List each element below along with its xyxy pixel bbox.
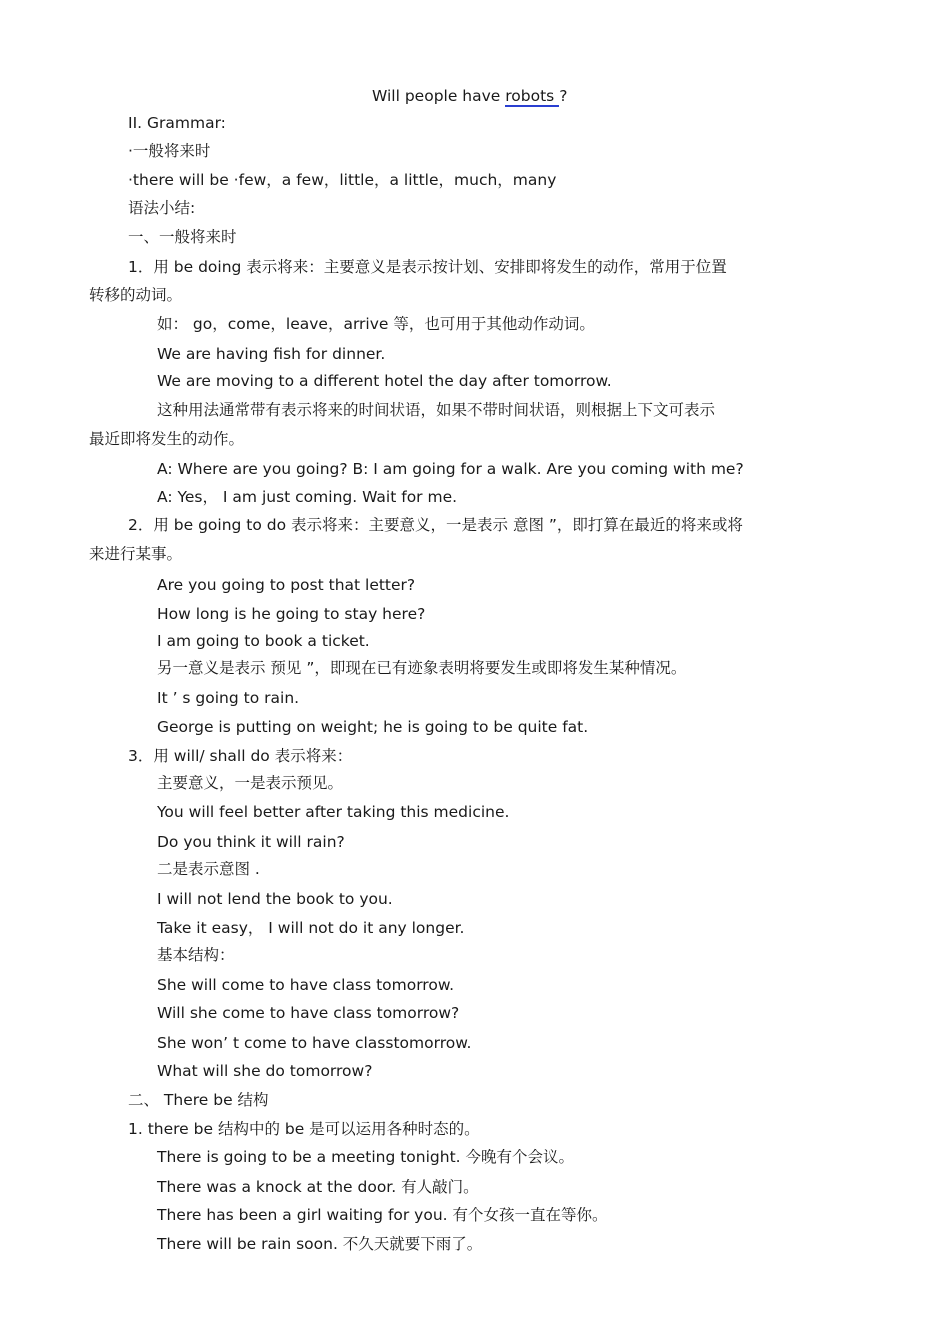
rule-3-text: 3．用 will/ shall do 表示将来： bbox=[128, 747, 353, 765]
example-sentence: Are you going to post that letter? bbox=[157, 576, 416, 594]
example-sentence-with-translation: There will be rain soon. 不久天就要下雨了。 bbox=[157, 1235, 483, 1253]
example-sentence: Take it easy， I will not do it any longer. bbox=[157, 919, 465, 937]
usage-note: 二是表示意图 . bbox=[157, 860, 260, 878]
title-prefix: Will people have bbox=[372, 87, 506, 105]
usage-note: 这种用法通常带有表示将来的时间状语，如果不带时间状语，则根据上下文可表示 bbox=[157, 401, 716, 419]
title-question-mark: ? bbox=[559, 87, 568, 105]
example-sentence-with-translation: There has been a girl waiting for you. 有个女孩一直在等你。 bbox=[157, 1206, 608, 1224]
document-title bbox=[372, 86, 567, 106]
topic-future-tense: ·一般将来时 bbox=[128, 142, 211, 160]
topic-there-will-be-quantifiers: ·there will be ·few，a few，little，a little，much，many bbox=[128, 171, 557, 189]
example-sentence: I am going to book a ticket. bbox=[157, 632, 370, 650]
usage-note-continued: 最近即将发生的动作。 bbox=[89, 430, 245, 448]
part-two-heading: 二、 There be 结构 bbox=[128, 1091, 269, 1109]
example-sentence: Will she come to have class tomorrow? bbox=[157, 1004, 460, 1022]
example-sentence: Do you think it will rain? bbox=[157, 833, 345, 851]
example-sentence: How long is he going to stay here? bbox=[157, 605, 426, 623]
basic-structure-heading: 基本结构： bbox=[157, 946, 235, 964]
example-sentence-with-translation: There is going to be a meeting tonight. 今晚有个会议。 bbox=[157, 1148, 574, 1166]
section-heading-grammar: II. Grammar: bbox=[128, 114, 226, 132]
example-sentence: She will come to have class tomorrow. bbox=[157, 976, 455, 994]
example-sentence: We are moving to a different hotel the day after tomorrow. bbox=[157, 372, 612, 390]
rule-1-text: 1．用 be doing 表示将来：主要意义是表示按计划、安排即将发生的动作，常用于位置 bbox=[128, 258, 727, 276]
dialogue-line: A: Yes， I am just coming. Wait for me. bbox=[157, 488, 458, 506]
example-sentence: She won’ t come to have classtomorrow. bbox=[157, 1034, 472, 1052]
example-sentence: It ’ s going to rain. bbox=[157, 689, 300, 707]
rule-1-verb-examples: 如： go，come，leave，arrive 等，也可用于其他动作动词。 bbox=[157, 315, 595, 333]
example-sentence: George is putting on weight; he is going to be quite fat. bbox=[157, 718, 589, 736]
part-one-heading: 一、一般将来时 bbox=[128, 228, 237, 246]
example-sentence: We are having fish for dinner. bbox=[157, 345, 386, 363]
rule-2-text-continued: 来进行某事。 bbox=[89, 545, 183, 563]
title-keyword-robots: robots bbox=[505, 87, 560, 105]
rule-2-text: 2．用 be going to do 表示将来：主要意义，一是表示 意图 ”，即打算在最近的将来或将 bbox=[128, 516, 743, 534]
grammar-summary-heading: 语法小结: bbox=[128, 199, 196, 217]
usage-note: 主要意义，一是表示预见。 bbox=[157, 774, 344, 792]
rule-1-text-continued: 转移的动词。 bbox=[89, 286, 183, 304]
example-sentence: What will she do tomorrow? bbox=[157, 1062, 373, 1080]
dialogue-line: A: Where are you going? B: I am going for a walk. Are you coming with me? bbox=[157, 460, 744, 478]
there-be-rule-1: 1. there be 结构中的 be 是可以运用各种时态的。 bbox=[128, 1120, 480, 1138]
usage-note: 另一意义是表示 预见 ”，即现在已有迹象表明将要发生或即将发生某种情况。 bbox=[157, 659, 687, 677]
example-sentence: You will feel better after taking this medicine. bbox=[157, 803, 510, 821]
example-sentence: I will not lend the book to you. bbox=[157, 890, 393, 908]
example-sentence-with-translation: There was a knock at the door. 有人敲门。 bbox=[157, 1178, 479, 1196]
